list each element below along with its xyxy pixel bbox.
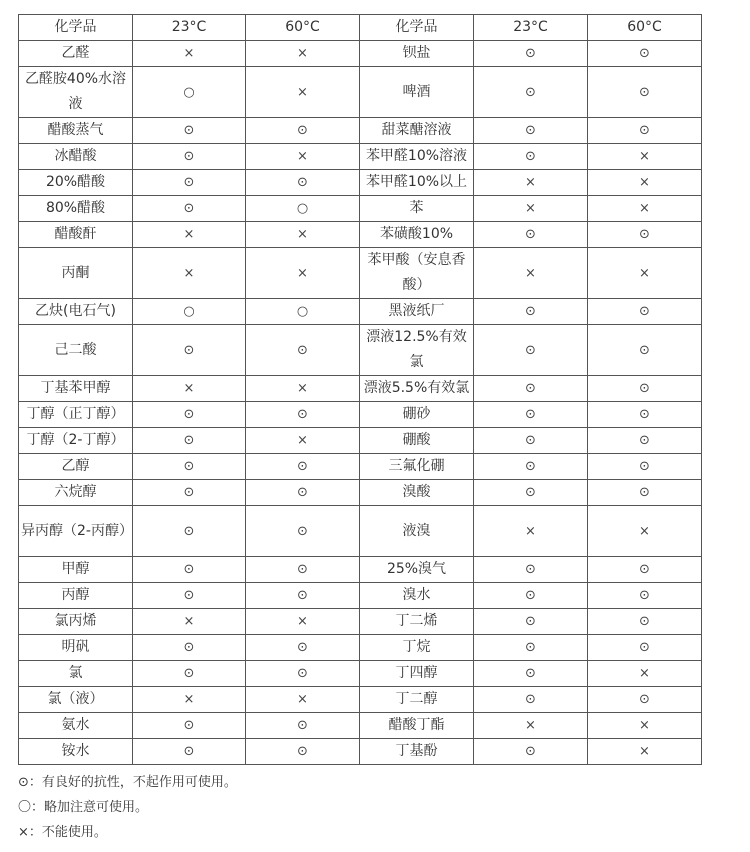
legend-notes <box>18 770 237 845</box>
rating-23c-cell: ⊙ <box>474 222 588 248</box>
note-caution: 〇：略加注意可使用。 <box>18 800 149 815</box>
table-row <box>19 480 702 506</box>
rating-23c-cell: ⊙ <box>133 506 246 557</box>
rating-23c-cell: ⊙ <box>474 402 588 428</box>
table-row <box>19 144 702 170</box>
table-row <box>19 583 702 609</box>
rating-60c-cell: ⊙ <box>588 325 702 376</box>
rating-60c-cell: ⊙ <box>246 583 360 609</box>
rating-23c-cell: ⊙ <box>133 454 246 480</box>
rating-60c-cell: ⊙ <box>246 661 360 687</box>
rating-23c-cell: ⊙ <box>133 480 246 506</box>
table-row <box>19 506 702 557</box>
rating-23c-cell: ⊙ <box>474 454 588 480</box>
rating-60c-cell: × <box>246 222 360 248</box>
chemical-name-cell: 丁醇（正丁醇） <box>19 402 133 428</box>
rating-23c-cell: ⊙ <box>133 739 246 765</box>
chemical-name-cell: 液溴 <box>360 506 474 557</box>
rating-60c-cell: × <box>588 196 702 222</box>
rating-60c-cell: × <box>588 713 702 739</box>
chemical-name-cell: 黑液纸厂 <box>360 299 474 325</box>
chemical-name-cell: 丁四醇 <box>360 661 474 687</box>
rating-60c-cell: × <box>588 170 702 196</box>
rating-60c-cell: ⊙ <box>246 739 360 765</box>
rating-60c-cell: ⊙ <box>588 376 702 402</box>
rating-23c-cell: ⊙ <box>133 635 246 661</box>
rating-23c-cell: × <box>133 687 246 713</box>
chemical-name-cell: 丁二烯 <box>360 609 474 635</box>
chemical-name-cell: 丁基酚 <box>360 739 474 765</box>
rating-23c-cell: ⊙ <box>474 557 588 583</box>
chemical-name-cell: 乙炔(电石气) <box>19 299 133 325</box>
rating-60c-cell: ⊙ <box>588 222 702 248</box>
chemical-name-cell: 乙醇 <box>19 454 133 480</box>
rating-60c-cell: × <box>246 41 360 67</box>
chemical-name-cell: 漂液5.5%有效氯 <box>360 376 474 402</box>
rating-60c-cell: ⊙ <box>588 583 702 609</box>
rating-23c-cell: ⊙ <box>133 661 246 687</box>
table-row <box>19 739 702 765</box>
rating-60c-cell: × <box>246 67 360 118</box>
chemical-name-cell: 20%醋酸 <box>19 170 133 196</box>
chemical-name-cell: 硼砂 <box>360 402 474 428</box>
rating-23c-cell: ⊙ <box>474 67 588 118</box>
rating-60c-cell: ⊙ <box>246 506 360 557</box>
rating-60c-cell: × <box>246 376 360 402</box>
chemical-name-cell: 乙醛胺40%水溶液 <box>19 67 133 118</box>
rating-23c-cell: ⊙ <box>133 557 246 583</box>
rating-60c-cell: ⊙ <box>588 687 702 713</box>
rating-60c-cell: ⊙ <box>246 557 360 583</box>
rating-60c-cell: ⊙ <box>588 299 702 325</box>
chemical-name-cell: 苯甲醛10%以上 <box>360 170 474 196</box>
rating-23c-cell: ⊙ <box>474 118 588 144</box>
rating-23c-cell: ⊙ <box>133 118 246 144</box>
chemical-name-cell: 氯 <box>19 661 133 687</box>
note-good: ⊙：有良好的抗性，不起作用可使用。 <box>18 775 237 790</box>
chemical-name-cell: 丁二醇 <box>360 687 474 713</box>
rating-60c-cell: ⊙ <box>246 402 360 428</box>
chemical-resistance-table <box>18 14 702 765</box>
rating-23c-cell: × <box>133 376 246 402</box>
table-row <box>19 402 702 428</box>
rating-23c-cell: ⊙ <box>133 170 246 196</box>
rating-60c-cell: ⊙ <box>588 402 702 428</box>
rating-23c-cell: ⊙ <box>474 739 588 765</box>
rating-23c-cell: ⊙ <box>474 144 588 170</box>
header-chemical-2: 化学品 <box>360 15 474 41</box>
rating-60c-cell: ⊙ <box>588 480 702 506</box>
chemical-name-cell: 乙醛 <box>19 41 133 67</box>
header-23c-1: 23°C <box>133 15 246 41</box>
rating-23c-cell: × <box>474 196 588 222</box>
rating-23c-cell: ⊙ <box>474 609 588 635</box>
chemical-name-cell: 苯 <box>360 196 474 222</box>
rating-23c-cell: ⊙ <box>474 428 588 454</box>
rating-60c-cell: × <box>588 661 702 687</box>
chemical-name-cell: 铵水 <box>19 739 133 765</box>
rating-60c-cell: × <box>588 739 702 765</box>
rating-60c-cell: ⊙ <box>588 118 702 144</box>
chemical-name-cell: 氯丙烯 <box>19 609 133 635</box>
rating-23c-cell: ⊙ <box>133 196 246 222</box>
rating-23c-cell: ⊙ <box>133 583 246 609</box>
rating-60c-cell: ⊙ <box>246 480 360 506</box>
chemical-name-cell: 醋酸蒸气 <box>19 118 133 144</box>
rating-60c-cell: ⊙ <box>588 67 702 118</box>
rating-60c-cell: ⊙ <box>588 557 702 583</box>
rating-60c-cell: ⊙ <box>246 325 360 376</box>
chemical-name-cell: 丙醇 <box>19 583 133 609</box>
chemical-name-cell: 甲醇 <box>19 557 133 583</box>
rating-23c-cell: ⊙ <box>474 687 588 713</box>
rating-23c-cell: × <box>133 609 246 635</box>
rating-23c-cell: ⊙ <box>474 661 588 687</box>
chemical-name-cell: 硼酸 <box>360 428 474 454</box>
rating-60c-cell: × <box>246 144 360 170</box>
table-row <box>19 376 702 402</box>
table-row <box>19 557 702 583</box>
table-row <box>19 609 702 635</box>
chemical-name-cell: 溴酸 <box>360 480 474 506</box>
rating-23c-cell: ⊙ <box>133 144 246 170</box>
rating-60c-cell: ⊙ <box>246 635 360 661</box>
chemical-name-cell: 丁基苯甲醇 <box>19 376 133 402</box>
header-60c-2: 60°C <box>588 15 702 41</box>
chemical-name-cell: 漂液12.5%有效氯 <box>360 325 474 376</box>
rating-60c-cell: × <box>246 428 360 454</box>
rating-60c-cell: ⊙ <box>588 635 702 661</box>
rating-23c-cell: ⊙ <box>474 635 588 661</box>
rating-23c-cell: × <box>474 170 588 196</box>
rating-23c-cell: ⊙ <box>474 376 588 402</box>
table-row <box>19 713 702 739</box>
table-row <box>19 170 702 196</box>
table-row <box>19 454 702 480</box>
rating-23c-cell: × <box>474 713 588 739</box>
rating-23c-cell: × <box>133 222 246 248</box>
chemical-name-cell: 醋酸酐 <box>19 222 133 248</box>
chemical-name-cell: 冰醋酸 <box>19 144 133 170</box>
chemical-name-cell: 甜菜醣溶液 <box>360 118 474 144</box>
rating-60c-cell: × <box>246 248 360 299</box>
table-row <box>19 299 702 325</box>
table-row <box>19 41 702 67</box>
rating-60c-cell: × <box>588 506 702 557</box>
rating-60c-cell: ⊙ <box>588 609 702 635</box>
rating-23c-cell: × <box>133 248 246 299</box>
rating-60c-cell: ⊙ <box>588 41 702 67</box>
chemical-name-cell: 丁烷 <box>360 635 474 661</box>
table-row <box>19 687 702 713</box>
chemical-name-cell: 钡盐 <box>360 41 474 67</box>
chemical-name-cell: 25%溴气 <box>360 557 474 583</box>
rating-23c-cell: ⊙ <box>133 713 246 739</box>
rating-23c-cell: ⊙ <box>474 480 588 506</box>
rating-60c-cell: ⊙ <box>246 118 360 144</box>
rating-23c-cell: ⊙ <box>474 325 588 376</box>
rating-23c-cell: × <box>133 41 246 67</box>
table-row <box>19 248 702 299</box>
rating-23c-cell: ○ <box>133 299 246 325</box>
chemical-name-cell: 苯甲醛10%溶液 <box>360 144 474 170</box>
table-header-row <box>19 15 702 41</box>
rating-60c-cell: ⊙ <box>588 454 702 480</box>
rating-23c-cell: ⊙ <box>133 428 246 454</box>
chemical-name-cell: 溴水 <box>360 583 474 609</box>
chemical-name-cell: 氨水 <box>19 713 133 739</box>
table-row <box>19 428 702 454</box>
chemical-name-cell: 氯（液） <box>19 687 133 713</box>
chemical-name-cell: 六烷醇 <box>19 480 133 506</box>
table-row <box>19 325 702 376</box>
note-bad: ×：不能使用。 <box>18 825 107 840</box>
chemical-name-cell: 己二酸 <box>19 325 133 376</box>
rating-60c-cell: ⊙ <box>246 454 360 480</box>
rating-60c-cell: ○ <box>246 196 360 222</box>
rating-23c-cell: ○ <box>133 67 246 118</box>
rating-60c-cell: × <box>246 609 360 635</box>
rating-23c-cell: ⊙ <box>133 325 246 376</box>
chemical-name-cell: 三氟化硼 <box>360 454 474 480</box>
chemical-name-cell: 苯磺酸10% <box>360 222 474 248</box>
table-row <box>19 222 702 248</box>
rating-23c-cell: × <box>474 506 588 557</box>
chemical-name-cell: 苯甲酸（安息香酸） <box>360 248 474 299</box>
rating-60c-cell: ⊙ <box>246 713 360 739</box>
rating-60c-cell: ⊙ <box>246 170 360 196</box>
rating-23c-cell: ⊙ <box>474 41 588 67</box>
rating-23c-cell: × <box>474 248 588 299</box>
table-row <box>19 661 702 687</box>
header-23c-2: 23°C <box>474 15 588 41</box>
table-row <box>19 67 702 118</box>
table-row <box>19 118 702 144</box>
rating-23c-cell: ⊙ <box>133 402 246 428</box>
table-row <box>19 196 702 222</box>
rating-60c-cell: × <box>588 144 702 170</box>
chemical-name-cell: 丙酮 <box>19 248 133 299</box>
rating-60c-cell: × <box>588 248 702 299</box>
chemical-name-cell: 异丙醇（2-丙醇） <box>19 506 133 557</box>
header-chemical-1: 化学品 <box>19 15 133 41</box>
rating-60c-cell: ○ <box>246 299 360 325</box>
rating-23c-cell: ⊙ <box>474 299 588 325</box>
chemical-name-cell: 丁醇（2-丁醇） <box>19 428 133 454</box>
rating-60c-cell: ⊙ <box>588 428 702 454</box>
rating-60c-cell: × <box>246 687 360 713</box>
table-row <box>19 635 702 661</box>
rating-23c-cell: ⊙ <box>474 583 588 609</box>
header-60c-1: 60°C <box>246 15 360 41</box>
chemical-name-cell: 啤酒 <box>360 67 474 118</box>
chemical-name-cell: 醋酸丁酯 <box>360 713 474 739</box>
chemical-name-cell: 80%醋酸 <box>19 196 133 222</box>
chemical-name-cell: 明矾 <box>19 635 133 661</box>
